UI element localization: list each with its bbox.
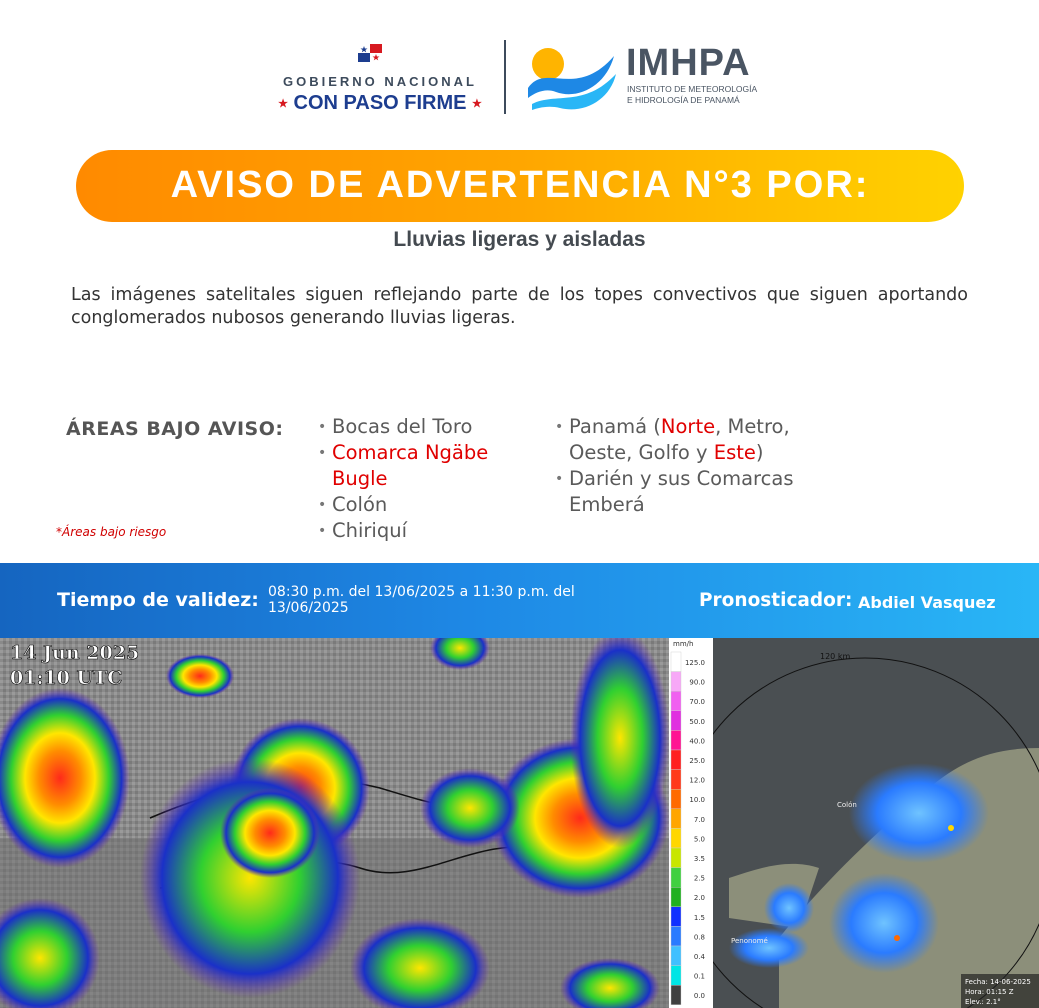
radar-scale-swatch (671, 770, 681, 790)
radar-scale-label: 5.0 (693, 835, 705, 844)
satellite-time: 01:10 UTC (10, 667, 123, 689)
area-item-panama (555, 414, 795, 466)
radar-scale-label: 3.5 (693, 855, 705, 863)
area-text: ) (755, 441, 764, 464)
radar-scale-swatch (671, 652, 681, 672)
radar-scale-swatch (671, 691, 681, 711)
radar-scale-swatch (671, 848, 681, 868)
radar-scale-swatch (671, 711, 681, 731)
radar-scale-swatch (671, 985, 681, 1005)
radar-scale-label: 90.0 (689, 678, 705, 687)
area-item: • Bocas del Toro (318, 414, 538, 440)
radar-scale-label: 10.0 (689, 796, 705, 805)
radar-scale-swatch (671, 828, 681, 848)
radar-scale-swatch (671, 966, 681, 986)
area-item: • Chiriquí (318, 518, 538, 544)
satellite-svg (0, 638, 669, 1008)
panama-flag-icon (358, 44, 382, 62)
radar-scale-label: 70.0 (689, 698, 705, 707)
validity-time: 08:30 p.m. del 13/06/2025 a 11:30 p.m. del 13/06/2025 (268, 584, 575, 616)
radar-scale-label: 0.0 (693, 992, 705, 1001)
validity-bar (0, 563, 1039, 638)
imhpa-subtitle (627, 84, 767, 106)
radar-scale-swatch (671, 809, 681, 829)
forecaster-name: Abdiel Vasquez (858, 593, 996, 612)
warning-subtitle: Lluvias ligeras y aisladas (393, 228, 646, 251)
areas-column-1 (318, 414, 538, 544)
radar-scale-label: 25.0 (689, 757, 705, 765)
radar-scale-label: 0.1 (693, 972, 705, 981)
area-text: Panamá ( (569, 415, 661, 438)
gobierno-logo (268, 44, 492, 114)
radar-scale-swatch (671, 926, 681, 946)
radar-scale-label: 7.0 (693, 815, 705, 824)
satellite-image (0, 638, 669, 1008)
header-logos (0, 38, 1039, 118)
radar-scale-swatch (671, 730, 681, 750)
imhpa-sub-line2: E HIDROLOGÍA DE PANAMÁ (627, 95, 740, 105)
area-item-risk: • Comarca Ngäbe Bugle (318, 440, 538, 492)
radar-info-hora: Hora: 01:15 Z (965, 988, 1014, 996)
radar-scale-label: 2.5 (693, 874, 705, 883)
radar-scale-label: 12.0 (689, 776, 705, 785)
radar-scale-label: 0.4 (693, 953, 705, 961)
gobierno-nacional-text: GOBIERNO NACIONAL (283, 74, 477, 89)
radar-scale-label: 125.0 (684, 659, 705, 667)
warning-description: Las imágenes satelitales siguen reflejando parte de los topes convectivos que siguen aportando conglomerados nubosos generando lluvias ligeras. (71, 285, 968, 328)
star-icon: ★ (472, 98, 482, 111)
radar-scale-swatch (671, 887, 681, 907)
radar-info-fecha: Fecha: 14-06-2025 (965, 978, 1031, 986)
radar-scale-swatch (671, 946, 681, 966)
radar-info-elev: Elev.: 2.1° (965, 998, 1001, 1006)
radar-unit: mm/h (673, 640, 694, 648)
radar-scale-label: 0.8 (693, 933, 705, 942)
area-risk-text: Este (713, 441, 756, 464)
radar-scale-swatch (671, 750, 681, 770)
areas-label: ÁREAS BAJO AVISO: (66, 418, 284, 440)
radar-city-penonome: Penonomé (731, 937, 768, 945)
radar-scale-label: 1.5 (693, 913, 705, 922)
star-icon: ★ (278, 98, 288, 111)
area-item: • Colón (318, 492, 538, 518)
risk-note: *Áreas bajo riesgo (56, 525, 167, 539)
warning-title: AVISO DE ADVERTENCIA N°3 POR: (170, 164, 870, 206)
warning-banner (76, 150, 964, 222)
radar-scale-swatch (671, 907, 681, 927)
radar-scale-swatch (671, 868, 681, 888)
con-paso-firme-label: CON PASO FIRME (293, 92, 467, 114)
radar-scale-label: 2.0 (693, 894, 705, 903)
logo-divider (504, 40, 506, 114)
radar-scale-label: 50.0 (689, 717, 705, 726)
forecaster-label: Pronosticador: (699, 590, 853, 611)
area-text: , Metro, Oeste, Golfo y (569, 415, 790, 464)
validity-label: Tiempo de validez: (57, 589, 259, 611)
area-item: • Darién y sus Comarcas Emberá (555, 466, 795, 518)
areas-column-2 (555, 414, 795, 518)
satellite-date: 14 Jun 2025 (10, 642, 140, 664)
radar-city-colon: Colón (837, 801, 857, 809)
radar-scale-swatch (671, 789, 681, 809)
radar-svg (669, 638, 1039, 1008)
imhpa-logo-icon (526, 42, 618, 112)
area-risk-text: Norte (660, 415, 716, 438)
radar-range: 120 km (820, 652, 851, 661)
radar-image (669, 638, 1039, 1008)
radar-scale-label: 40.0 (689, 737, 705, 746)
con-paso-firme-text (268, 92, 492, 115)
imhpa-sub-line1: INSTITUTO DE METEOROLOGÍA (627, 84, 758, 94)
imhpa-name: IMHPA (626, 42, 751, 84)
radar-scale-swatch (671, 672, 681, 692)
